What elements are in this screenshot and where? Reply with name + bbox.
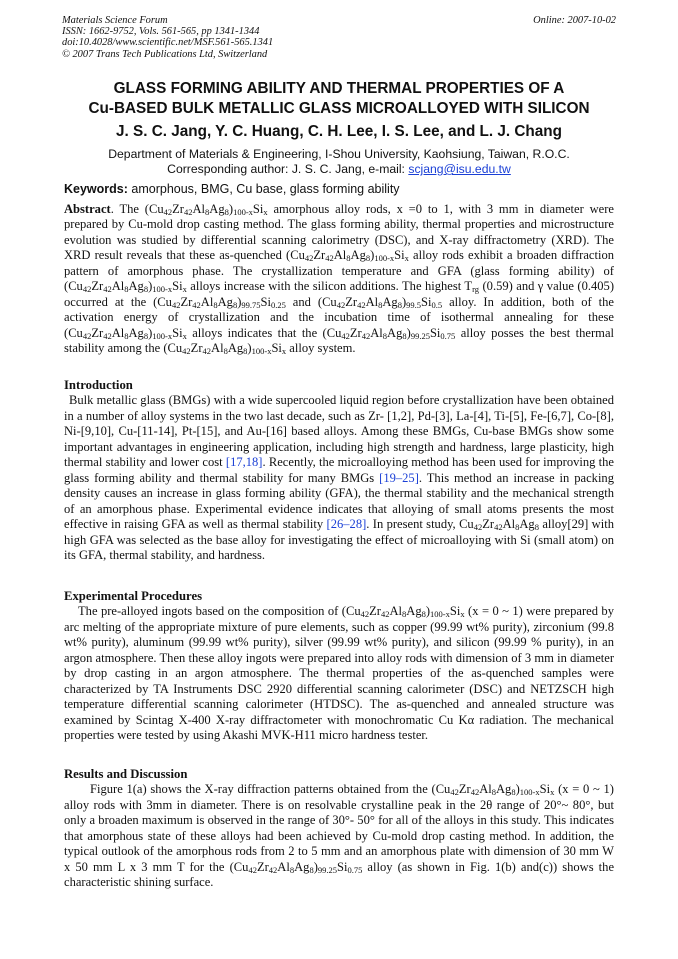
keywords — [64, 182, 400, 196]
formula: $(Cu_{42}Zr_{42}Al_8Ag_8)_{99.5}Si_{0.5}$ — [317, 294, 443, 310]
introduction-section — [64, 378, 614, 563]
abstract-section — [64, 202, 614, 357]
authors: J. S. C. Jang, Y. C. Huang, C. H. Lee, I. S. Lee, and L. J. Chang — [116, 123, 562, 140]
formula: $(Cu_{42}Zr_{42}Al_8Ag_8)_{100-x}Si_x$ — [341, 604, 465, 620]
affiliation: Department of Materials & Engineering, I-Shou University, Kaohsiung, Taiwan, R.O.C. — [108, 147, 570, 161]
results-heading: Results and Discussion — [64, 767, 188, 781]
online-date: Online: 2007-10-02 — [533, 15, 616, 26]
keywords-label: Keywords: — [64, 182, 128, 196]
formula: $(Cu_{42}Zr_{42}Al_8Ag_8)_{99.75}Si_{0.25}$ — [153, 294, 286, 310]
affiliation-block — [40, 147, 638, 177]
email-link[interactable]: scjang@isu.edu.tw — [408, 162, 511, 176]
formula: $(Cu_{42}Zr_{42}Al_8Ag_8)_{100-x}Si_x$ — [64, 325, 187, 341]
citation-link[interactable]: [26–28] — [326, 517, 367, 532]
results-section — [64, 767, 614, 891]
copyright: © 2007 Trans Tech Publications Ltd, Switzerland — [62, 48, 268, 60]
formula: $(Cu_{42}Zr_{42}Al_8Ag_8)_{100-x}Si_x$ — [144, 202, 268, 217]
experimental-section — [64, 589, 614, 744]
journal-header — [62, 15, 616, 60]
issn: ISSN: 1662-9752, Vols. 561-565, pp 1341-1344 — [62, 26, 260, 38]
results-paragraph: Figure 1(a) shows the X-ray diffraction patterns obtained from the $(Cu_{42}Zr_{42}Al_8Ag_8)_{100-x}Si_x$ (x = 0 ~ 1) alloy rods with 3mm in diameter. There is on resolvable crystalline peak in the 2θ range of 20°~ 80°, but only a broaden maximum is observed in the range of 30°- 50° for all of the alloys in this study. This indicates that amorphous state of these alloys had been achieved by Cu-mold drop casting method. In addition, the typical outlook of the amorphous rods from 2 to 5 mm and an amorphous plate with dimension of 30 mm W x 50 mm L x 3 mm T for the $(Cu_{42}Zr_{42}Al_8Ag_8)_{99.25}Si_{0.75}$ alloy (as shown in Fig. 1(b) and(c)) shows the characteristic shining surface. — [64, 782, 615, 890]
citation-link[interactable]: [19–25] — [379, 470, 419, 485]
formula: $Cu_{42}Zr_{42}Al_8Ag_8$ — [459, 517, 539, 533]
journal-name: Materials Science Forum — [62, 15, 168, 26]
title-line-1: GLASS FORMING ABILITY AND THERMAL PROPERTIES OF A — [113, 80, 565, 97]
corresponding-label: Corresponding author: J. S. C. Jang, e-mail: — [167, 162, 405, 176]
experimental-heading: Experimental Procedures — [64, 589, 203, 603]
abstract-label: Abstract — [64, 202, 111, 216]
experimental-paragraph: The pre-alloyed ingots based on the composition of $(Cu_{42}Zr_{42}Al_8Ag_8)_{100-x}Si_x$ (x = 0 ~ 1) were prepared by arc melting of the appropriate mixture of pure elements, such as copper (99.99 wt% purity), zirconium (99.8 wt% purity), aluminum (99.99 wt% purity), silver (99.99 wt% purity), and silicon (99.99 % purity), in an argon atmosphere. Then these alloy ingots were prepared into alloy rods with dimension of 3 mm in diameter by drop casting in an argon atmosphere. The thermal properties of the as-quenched samples were characterized by TA Instruments DSC 2920 differential scanning calorimeter (DSC) and NETZSCH high temperature differential scanning calorimeter (HTDSC). The as-quenched and annealed structure was examined by Scintag X-400 X-ray diffractometer with monochromatic Cu Kα radiation. The mechanical properties were tested by using Akashi MVK-H11 micro hardness tester. — [64, 604, 614, 743]
citation-link[interactable]: [17,18] — [225, 455, 263, 470]
formula: $(Cu_{42}Zr_{42}Al_8Ag_8)_{100-x}Si_x$ — [286, 248, 409, 264]
title-line-2: Cu-BASED BULK METALLIC GLASS MICROALLOYED WITH SILICON — [88, 100, 590, 117]
corresponding-author — [40, 162, 638, 177]
formula: $(Cu_{42}Zr_{42}Al_8Ag_8)_{100-x}Si_x$ — [163, 341, 287, 357]
formula: $(Cu_{42}Zr_{42}Al_8Ag_8)_{99.25}Si_{0.75}$ — [229, 859, 363, 875]
formula: $(Cu_{42}Zr_{42}Al_8Ag_8)_{100-x}Si_x$ — [64, 279, 187, 295]
introduction-heading: Introduction — [64, 378, 133, 392]
keywords-list: amorphous, BMG, Cu base, glass forming ability — [131, 182, 400, 196]
abstract-paragraph: Abstract. The $(Cu_{42}Zr_{42}Al_8Ag_8)_{100-x}Si_x$ amorphous alloy rods, x =0 to 1, with 3 mm in diameter were prepared by Cu-mold drop casting method. The glass forming ability, thermal properties and microstructure evolution was studied by differential scanning calorimetry (DSC), and X-ray diffractometry (XRD). The XRD result reveals that these as-quenched $(Cu_{42}Zr_{42}Al_8Ag_8)_{100-x}Si_x$ alloy rods exhibit a broaden diffraction pattern of amorphous phase. The crystallization temperature and GFA (glass forming ability) of $(Cu_{42}Zr_{42}Al_8Ag_8)_{100-x}Si_x$ alloys increase with the silicon additions. The highest $T_{rg}$ (0.59) and γ value (0.405) occurred at the $(Cu_{42}Zr_{42}Al_8Ag_8)_{99.75}Si_{0.25}$ and $(Cu_{42}Zr_{42}Al_8Ag_8)_{99.5}Si_{0.5}$ alloy. In addition, both of the activation energy of crystallization and the incubation time of isothermal annealing for these $(Cu_{42}Zr_{42}Al_8Ag_8)_{100-x}Si_x$ alloys indicates that the $(Cu_{42}Zr_{42}Al_8Ag_8)_{99.25}Si_{0.75}$ alloy posses the best thermal stability among the $(Cu_{42}Zr_{42}Al_8Ag_8)_{100-x}Si_x$ alloy system. — [64, 202, 614, 357]
doi: doi:10.4028/www.scientific.net/MSF.561-565.1341 — [62, 37, 274, 49]
formula: $(Cu_{42}Zr_{42}Al_8Ag_8)_{99.25}Si_{0.75}$ — [322, 325, 456, 341]
formula: $(Cu_{42}Zr_{42}Al_8Ag_8)_{100-x}Si_x$ — [431, 782, 555, 798]
introduction-paragraph: Bulk metallic glass (BMGs) with a wide supercooled liquid region before crystallization have been obtained in a number of alloy systems in the two last decade, such as Zr- [1,2], Pd-[3], La-[4], Ti-[5], Fe-[6,7], Co-[8], Ni-[9,10], Cu-[11-14], Pt-[15], and Au-[16] based alloys. Among these BMGs, Cu-base BMGs show some important advantages in engineering application, including high strength and hardness, large plasticity, high thermal stability and lower cost [17,18]. Recently, the microalloying method has been used for improving the glass forming ability and thermal stability for many BMGs [19–25]. This method an increase in packing density causes an increase in glass forming ability (GFA), the thermal stability and the mechanical strength of an amorphous phase. Experimental evidence indicates that alloying of small atoms presents the most effective in raising GFA as well as thermal stability [26–28]. In present study, $Cu_{42}Zr_{42}Al_8Ag_8$ alloy[29] with high GFA was selected as the base alloy for investigating the effect of microalloying with Si (small atom) on its GFA, thermal stability, and hardness. — [64, 393, 615, 562]
paper-title — [40, 79, 638, 119]
